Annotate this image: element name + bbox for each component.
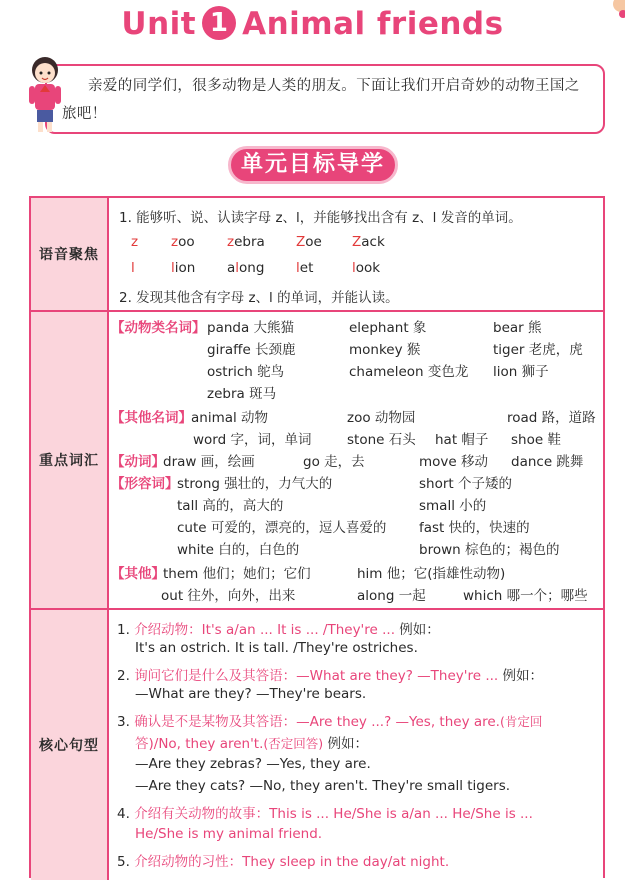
vocab-word: go 走，去 <box>303 454 365 470</box>
vocab-word: hat 帽子 <box>435 432 489 448</box>
vocab-word: elephant 象 <box>349 320 427 336</box>
z-word-5: Zack <box>352 234 385 250</box>
vocab-word: small 小的 <box>419 498 487 514</box>
vocab-word: brown 棕色的；褐色的 <box>419 542 560 558</box>
vocab-word: zebra 斑马 <box>207 386 277 402</box>
vocab-word: along 一起 <box>357 588 426 604</box>
row-divider <box>31 310 603 312</box>
goals-table <box>29 196 605 878</box>
pattern-example: It's an ostrich. It is tall. /They're ostriches. <box>135 640 418 656</box>
vocab-word: them 他们；她们；它们 <box>163 566 311 582</box>
pattern-5-heading: 5. 介绍动物的习性：They sleep in the day/at night. <box>117 854 450 870</box>
z-word-4: Zoe <box>296 234 322 250</box>
vocab-word: him 他；它(指雄性动物) <box>357 566 506 582</box>
vocab-word: zoo 动物园 <box>347 410 416 426</box>
vocab-word: giraffe 长颈鹿 <box>207 342 296 358</box>
phonics-line-2: 2. 发现其他含有字母 z、l 的单词，并能认读。 <box>119 290 399 306</box>
pattern-3-heading: 3. 确认是不是某物及其答语：—Are they ...? —Yes, they are.(肯定回 <box>117 714 543 730</box>
z-word-2: zoo <box>171 234 195 250</box>
vocab-nouns-category: 【其他名词】 <box>111 410 192 426</box>
phonics-label: 语音聚焦 <box>31 198 107 310</box>
vocab-word: dance 跳舞 <box>511 454 584 470</box>
unit-title-text: Animal friends <box>242 6 504 42</box>
vocab-animals-category: 【动物类名词】 <box>111 320 206 336</box>
unit-title <box>0 6 625 43</box>
z-word-1: z <box>131 234 139 250</box>
l-word-1: l <box>131 260 135 276</box>
l-word-4: let <box>296 260 314 276</box>
vocab-verbs-category: 【动词】 <box>111 454 165 470</box>
vocab-word: stone 石头 <box>347 432 416 448</box>
vocab-word: draw 画，绘画 <box>163 454 255 470</box>
vocab-word: short 个子矮的 <box>419 476 512 492</box>
pattern-2-heading: 2. 询问它们是什么及其答语：—What are they? —They're ... 例如： <box>117 668 544 684</box>
row-divider <box>31 608 603 610</box>
vocab-word: out 往外，向外，出来 <box>161 588 296 604</box>
pattern-3-heading-cont: 答)/No, they aren't.(否定回答) 例如： <box>135 736 368 752</box>
phonics-line-1: 1. 能够听、说、认读字母 z、l，并能够找出含有 z、l 发音的单词。 <box>119 210 522 226</box>
vocab-word: shoe 鞋 <box>511 432 561 448</box>
patterns-label: 核心句型 <box>31 610 107 880</box>
vocab-word: fast 快的，快速的 <box>419 520 530 536</box>
vocab-word: strong 强壮的，力气大的 <box>177 476 333 492</box>
pattern-4-heading-cont: He/She is my animal friend. <box>135 826 323 842</box>
l-word-5: look <box>352 260 381 276</box>
pattern-4-heading: 4. 介绍有关动物的故事：This is ... He/She is a/an ... He/She is ... <box>117 806 533 822</box>
pattern-example: —Are they zebras? —Yes, they are. <box>135 756 371 772</box>
vocab-label: 重点词汇 <box>31 312 107 608</box>
vocab-word: ostrich 鸵鸟 <box>207 364 285 380</box>
vocab-word: monkey 猴 <box>349 342 421 358</box>
unit-word: Unit <box>121 6 197 42</box>
section-banner: 单元目标导学 <box>228 146 398 184</box>
corner-decoration-icon <box>603 0 625 22</box>
unit-number-badge: 1 <box>202 6 236 40</box>
vocab-adj-category: 【形容词】 <box>111 476 179 492</box>
intro-text: 亲爱的同学们，很多动物是人类的朋友。下面让我们开启奇妙的动物王国之旅吧！ <box>62 78 580 122</box>
pattern-1-heading: 1. 介绍动物：It's a/an ... It is ... /They're ... 例如： <box>117 622 440 638</box>
vocab-word: bear 熊 <box>493 320 542 336</box>
vocab-word: cute 可爱的，漂亮的，逗人喜爱的 <box>177 520 387 536</box>
vocab-word: move 移动 <box>419 454 488 470</box>
vocab-word: panda 大熊猫 <box>207 320 295 336</box>
pattern-example: —Are they cats? —No, they aren't. They're small tigers. <box>135 778 511 794</box>
vocab-word: word 字，词，单词 <box>193 432 312 448</box>
vocab-word: chameleon 变色龙 <box>349 364 469 380</box>
vocab-word: white 白的，白色的 <box>177 542 300 558</box>
pattern-example: —What are they? —They're bears. <box>135 686 367 702</box>
vocab-word: which 哪一个；哪些 <box>463 588 588 604</box>
vocab-word: tall 高的，高大的 <box>177 498 284 514</box>
l-word-3: along <box>227 260 265 276</box>
vocab-word: road 路，道路 <box>507 410 596 426</box>
vocab-other-category: 【其他】 <box>111 566 165 582</box>
table-divider <box>107 198 109 880</box>
vocab-word: tiger 老虎，虎 <box>493 342 583 358</box>
vocab-word: lion 狮子 <box>493 364 549 380</box>
z-word-3: zebra <box>227 234 265 250</box>
l-word-2: lion <box>171 260 196 276</box>
vocab-word: animal 动物 <box>191 410 269 426</box>
